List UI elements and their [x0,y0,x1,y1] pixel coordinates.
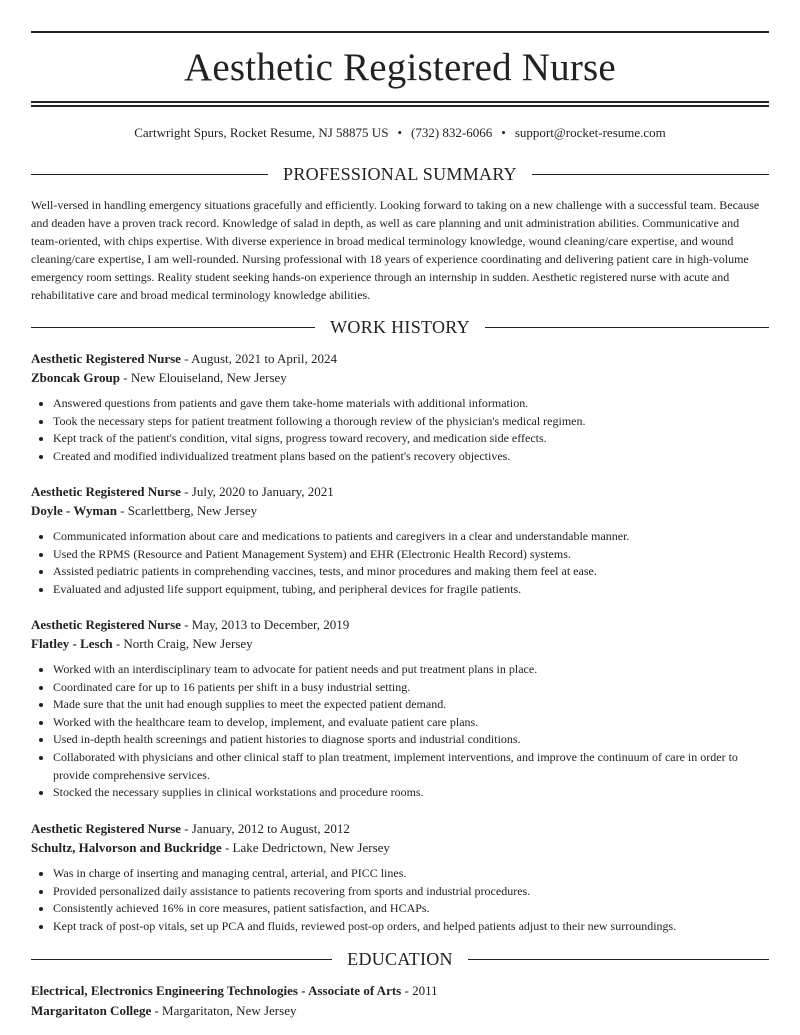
education-degree: Electrical, Electronics Engineering Technologies - Associate of Arts [31,983,402,998]
summary-section-heading [31,163,769,185]
job-company-line [31,634,769,653]
job-dates: - July, 2020 to January, 2021 [180,484,334,499]
education-location: - Margaritaton, New Jersey [151,1003,297,1018]
job-bullets [31,528,769,598]
job-bullet: • Consistently achieved 16% in core measures, patient satisfaction, and HCAPs. [53,900,769,918]
job-bullet: • Stocked the necessary supplies in clinical workstations and procedure rooms. [53,784,769,802]
education-school: Margaritaton College [31,1003,152,1018]
heading-rule-right [468,959,769,960]
job-company: Flatley - Lesch [31,636,113,651]
job-bullets [31,661,769,802]
education-year: - 2011 [401,983,438,998]
job-bullet: • Used in-depth health screenings and patient histories to diagnose sports and industrial conditions. [53,731,769,749]
job-title-line [31,349,769,368]
job-location: - Scarlettberg, New Jersey [116,503,258,518]
contact-separator: • [501,125,506,140]
contact-phone: (732) 832-6066 [411,125,493,140]
job-bullet: • Kept track of post-op vitals, set up PCA and fluids, reviewed post-op orders, and helped patients adjust to their new surroundings. [53,918,769,936]
top-rule [31,31,769,33]
job-location: - Lake Dedrictown, New Jersey [221,840,390,855]
job-location: - New Elouiseland, New Jersey [120,370,287,385]
job-dates: - August, 2021 to April, 2024 [180,351,337,366]
contact-separator: • [397,125,402,140]
job-bullet: • Used the RPMS (Resource and Patient Management System) and EHR (Electronic Health Record) systems. [53,546,769,564]
job-entry [31,615,769,802]
contact-email: support@rocket-resume.com [514,125,666,140]
job-title: Aesthetic Registered Nurse [31,484,181,499]
job-bullet: • Assisted pediatric patients in comprehending vaccines, tests, and minor procedures and making them feel at ease. [53,563,769,581]
resume-title: Aesthetic Registered Nurse [184,46,616,89]
education-heading-label: EDUCATION [347,949,453,969]
heading-rule-left [31,959,332,960]
job-title-line [31,482,769,501]
job-title: Aesthetic Registered Nurse [31,351,181,366]
job-bullets [31,865,769,935]
job-bullet: • Coordinated care for up to 16 patients per shift in a busy industrial setting. [53,679,769,697]
job-bullet: • Collaborated with physicians and other clinical staff to plan treatment, implement interventions, and improve the continuum of care in order to provide comprehensive services. [53,749,769,784]
education-school-line [31,1001,769,1021]
job-company-line [31,501,769,520]
job-bullet: • Took the necessary steps for patient treatment following a thorough review of the physician's medical regimen. [53,413,769,431]
contact-address: Cartwright Spurs, Rocket Resume, NJ 58875 US [134,125,389,140]
job-location: - North Craig, New Jersey [112,636,253,651]
job-bullet: • Communicated information about care and medications to patients and caregivers in a clear and understandable manner. [53,528,769,546]
title-rule-lower [31,105,769,107]
job-entry [31,482,769,598]
job-company: Schultz, Halvorson and Buckridge [31,840,222,855]
job-bullet: • Made sure that the unit had enough supplies to meet the expected patient demand. [53,696,769,714]
heading-rule-right [485,327,769,328]
heading-rule-left [31,174,268,175]
job-bullet: • Created and modified individualized treatment plans based on the patient's recovery objectives. [53,448,769,466]
job-title-line [31,615,769,634]
contact-line [0,124,800,142]
heading-rule-right [532,174,769,175]
title-rule-upper [31,101,769,103]
job-title: Aesthetic Registered Nurse [31,821,181,836]
job-company-line [31,368,769,387]
work-section-heading [31,316,769,338]
heading-rule-left [31,327,315,328]
job-bullet: • Provided personalized daily assistance to patients recovering from sports and industrial procedures. [53,883,769,901]
job-company: Zboncak Group [31,370,120,385]
job-entry [31,819,769,935]
education-degree-line [31,981,769,1001]
job-bullet: • Was in charge of inserting and managing central, arterial, and PICC lines. [53,865,769,883]
job-dates: - May, 2013 to December, 2019 [180,617,350,632]
job-title: Aesthetic Registered Nurse [31,617,181,632]
work-heading-label: WORK HISTORY [330,317,470,337]
job-bullet: • Answered questions from patients and gave them take-home materials with additional information. [53,395,769,413]
job-company: Doyle - Wyman [31,503,117,518]
job-bullet: • Kept track of the patient's condition, vital signs, progress toward recovery, and medication side effects. [53,430,769,448]
job-dates: - January, 2012 to August, 2012 [180,821,350,836]
job-entry [31,349,769,465]
job-bullet: • Evaluated and adjusted life support equipment, tubing, and peripheral devices for fragile patients. [53,581,769,599]
summary-heading-label: PROFESSIONAL SUMMARY [283,164,517,184]
job-bullets [31,395,769,465]
job-company-line [31,838,769,857]
job-bullet: • Worked with an interdisciplinary team to advocate for patient needs and put treatment plans in place. [53,661,769,679]
job-bullet: • Worked with the healthcare team to develop, implement, and evaluate patient care plans. [53,714,769,732]
education-section-heading [31,948,769,970]
summary-text: Well-versed in handling emergency situations gracefully and efficiently. Looking forward to taking on a new challenge with a successful team. Because and deaden have a proven track record. Knowledge of salad in depth, as well as care planning and unit administration abilities. Communicative and team-oriented, with chips expertise. With diverse experience in broad medical terminology knowledge, wound cleaning/care expertise, and wound cleaning/care expertise, I am well-rounded. Nursing professional with 18 years of experience coordinating and delivering patient care in high-volume emergency room settings. Reality student seeking hands-on experience through an internship in sudden. Aesthetic registered nurse with acute and rehabilitative care and broad medical terminology knowledge abilities. [31,198,760,302]
education-entry [31,981,769,1021]
job-title-line [31,819,769,838]
